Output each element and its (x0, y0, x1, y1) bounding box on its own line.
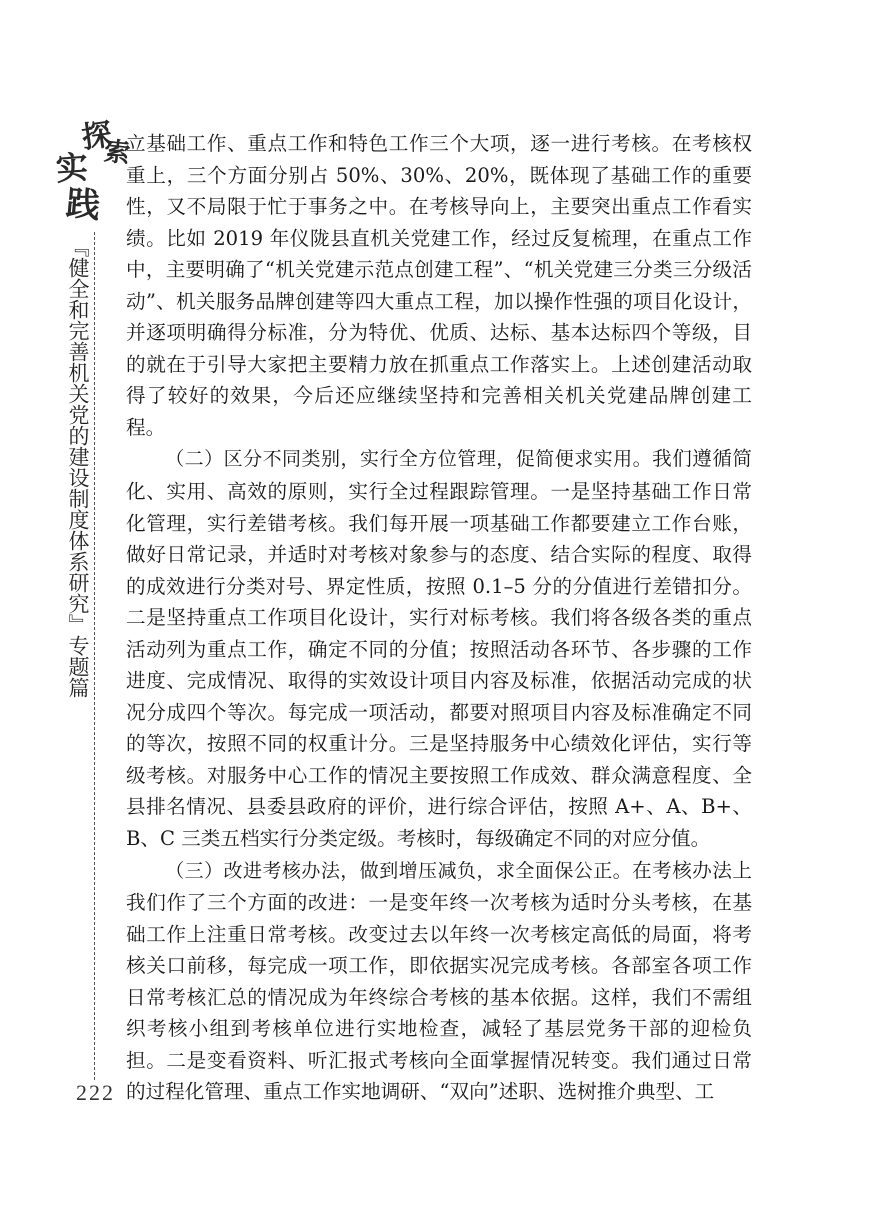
paragraph-heading: （三）改进考核办法，做到增压减负，求全面保公正。 (165, 859, 633, 882)
section-running-title: 『健全和完善机关党的建设制度体系研究』专题篇 (66, 236, 90, 698)
book-series-logo (52, 117, 132, 230)
paragraph-heading: （二）区分不同类别，实行全方位管理，促简便求实用。 (165, 448, 653, 471)
paragraph (126, 855, 752, 1108)
paragraph-text: 立基础工作、重点工作和特色工作三个大项，逐一进行考核。在考核权重上，三个方面分别占 50%、30%、20%，既体现了基础工作的重要性，又不局限于忙于事务之中。在考核导向上，主要突出重点工作看实绩。比如 2019 年仪陇县直机关党建工作，经过反复梳理，在重点工作中，主要明确了“机关党建示范点创建工程”、“机关党建三分类三分级活动”、机关服务品牌创建等四大重点工程，加以操作性强的项目化设计，并逐项明确得分标准，分为特优、优质、达标、基本达标四个等级，目的就在于引导大家把主要精力放在抓重点工作落实上。上述创建活动取得了较好的效果，今后还应继续坚持和完善相关机关党建品牌创建工程。 (126, 132, 752, 439)
logo-char: 实 (54, 147, 90, 189)
logo-char: 索 (102, 136, 132, 170)
logo-char: 探 (79, 117, 115, 156)
logo-char: 践 (64, 183, 102, 227)
body-text (126, 128, 752, 1108)
paragraph (126, 128, 752, 443)
paragraph-text: 在考核办法上我们作了三个方面的改进：一是变年终一次考核为适时分头考核，在基础工作上注重日常考核。改变过去以年终一次考核定高低的局面，将考核关口前移，每完成一项工作，即依据实况完成考核。各部室各项工作日常考核汇总的情况成为年终综合考核的基本依据。这样，我们不需组织考核小组到考核单位进行实地检查，减轻了基层党务干部的迎检负担。二是变看资料、听汇报式考核向全面掌握情况转变。我们通过日常的过程化管理、重点工作实地调研、“双向”述职、选树推介典型、工 (126, 858, 753, 1104)
margin-dashed-divider (94, 232, 95, 1080)
paragraph-text: 我们遵循简化、实用、高效的原则，实行全过程跟踪管理。一是坚持基础工作日常化管理，实行差错考核。我们每开展一项基础工作都要建立工作台账，做好日常记录，并适时对考核对象参与的态度、结合实际的程度、取得的成效进行分类对号、界定性质，按照 0.1–5 分的分值进行差错扣分。二是坚持重点工作项目化设计，实行对标考核。我们将各级各类的重点活动列为重点工作，确定不同的分值；按照活动各环节、各步骤的工作进度、完成情况、取得的实效设计项目内容及标准，依据活动完成的状况分成四个等次。每完成一项活动，都要对照项目内容及标准确定不同的等次，按照不同的权重计分。三是坚持服务中心绩效化评估，实行等级考核。对服务中心工作的情况主要按照工作成效、群众满意程度、全县排名情况、县委县政府的评价，进行综合评估，按照 A+、A、B+、B、C 三类五档实行分类定级。考核时，每级确定不同的对应分值。 (126, 447, 753, 851)
page-number: 222 (76, 1080, 115, 1105)
paragraph (126, 443, 752, 854)
